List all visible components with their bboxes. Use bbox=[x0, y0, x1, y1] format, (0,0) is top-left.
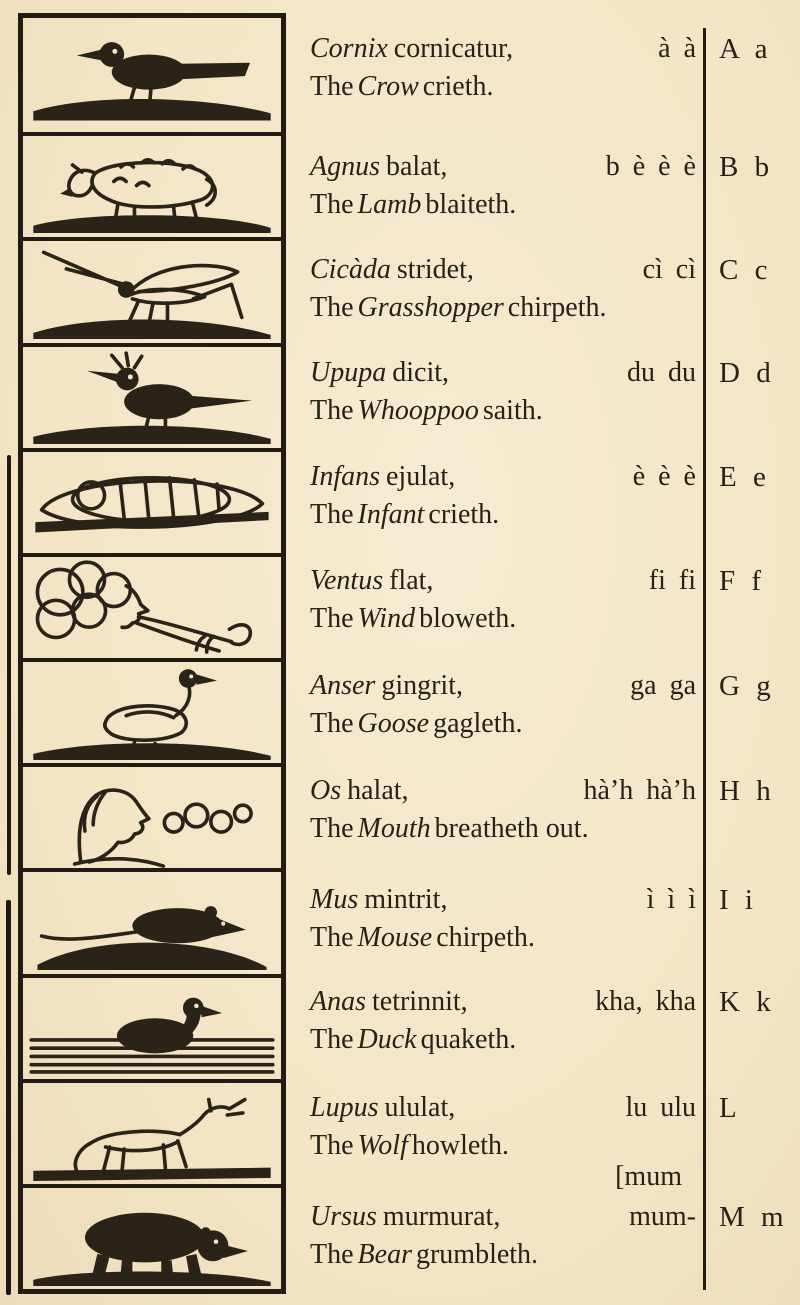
table-row-bear bbox=[310, 1198, 696, 1274]
letter-pair-m: M m bbox=[719, 1201, 784, 1233]
animal-sound: du du bbox=[627, 357, 696, 388]
animal-sound: fi fi bbox=[648, 565, 696, 596]
animal-sound: ga ga bbox=[630, 670, 696, 701]
table-row-crow bbox=[310, 30, 696, 106]
english-translation: The Lamb blaiteth. bbox=[310, 189, 517, 220]
letter-pair-e: E e bbox=[719, 461, 766, 493]
animal-sound: à à bbox=[658, 33, 696, 64]
letter-pair-a: A a bbox=[719, 33, 768, 65]
table-row-goose bbox=[310, 667, 696, 743]
english-translation: The Crow crieth. bbox=[310, 71, 494, 102]
lamb-image bbox=[23, 136, 281, 237]
infant-image bbox=[23, 452, 281, 553]
animal-sound: mum- bbox=[629, 1201, 696, 1232]
english-translation: The Bear grumbleth. bbox=[310, 1239, 539, 1270]
letter-pair-i: I i bbox=[719, 884, 753, 916]
page-gutter-mark bbox=[7, 455, 11, 875]
woodcut-cell-bear bbox=[23, 1188, 281, 1289]
latin-phrase: Lupus ululat, bbox=[310, 1092, 456, 1123]
english-translation: The Grasshopper chirpeth. bbox=[310, 292, 607, 323]
overflow-syllable: [mum bbox=[615, 1161, 682, 1192]
animal-sound: kha, kha bbox=[595, 986, 696, 1017]
woodcut-cell-mouth bbox=[23, 767, 281, 872]
letter-pair-b: B b bbox=[719, 151, 770, 183]
animal-sound: cì cì bbox=[642, 254, 696, 285]
latin-phrase: Ursus murmurat, bbox=[310, 1201, 501, 1232]
latin-phrase: Agnus balat, bbox=[310, 151, 448, 182]
woodcut-cell-infant bbox=[23, 452, 281, 557]
table-row-wolf bbox=[310, 1089, 696, 1165]
letter-pair-h: H h bbox=[719, 775, 771, 807]
letter-pair-f: F f bbox=[719, 565, 762, 597]
letter-pair-d: D d bbox=[719, 357, 771, 389]
woodcut-cell-crow bbox=[23, 18, 281, 136]
latin-phrase: Mus mintrit, bbox=[310, 884, 448, 915]
duck-image bbox=[23, 978, 281, 1079]
english-translation: The Duck quaketh. bbox=[310, 1024, 517, 1055]
latin-phrase: Infans ejulat, bbox=[310, 461, 456, 492]
hoopoe-image bbox=[23, 347, 281, 448]
woodcut-cell-wolf bbox=[23, 1083, 281, 1188]
woodcut-cell-grasshopper bbox=[23, 241, 281, 346]
latin-phrase: Anas tetrinnit, bbox=[310, 986, 468, 1017]
bear-image bbox=[23, 1188, 281, 1289]
woodcut-cell-mouse bbox=[23, 872, 281, 977]
woodcut-cell-hoopoe bbox=[23, 347, 281, 452]
english-translation: The Infant crieth. bbox=[310, 499, 500, 530]
animal-sound: hà’h hà’h bbox=[583, 775, 696, 806]
grasshopper-image bbox=[23, 241, 281, 342]
english-translation: The Goose gagleth. bbox=[310, 708, 523, 739]
latin-phrase: Cornix cornicatur, bbox=[310, 33, 514, 64]
table-row-hoopoe bbox=[310, 354, 696, 430]
letter-pair-k: K k bbox=[719, 986, 771, 1018]
table-row-lamb bbox=[310, 148, 696, 224]
english-translation: The Wolf howleth. bbox=[310, 1130, 510, 1161]
woodcut-cell-duck bbox=[23, 978, 281, 1083]
table-row-mouth bbox=[310, 772, 696, 848]
latin-phrase: Os halat, bbox=[310, 775, 409, 806]
english-translation: The Mouse chirpeth. bbox=[310, 922, 535, 953]
woodcut-cell-wind bbox=[23, 557, 281, 662]
mouth-image bbox=[23, 767, 281, 868]
english-translation: The Mouth breatheth out. bbox=[310, 813, 589, 844]
letter-pair-g: G g bbox=[719, 670, 771, 702]
table-row-duck bbox=[310, 983, 696, 1059]
animal-sound: è è è bbox=[632, 461, 696, 492]
woodcut-panel bbox=[18, 13, 286, 1294]
english-translation: The Wind bloweth. bbox=[310, 603, 517, 634]
woodcut-cell-goose bbox=[23, 662, 281, 767]
table-row-mouse bbox=[310, 881, 696, 957]
latin-phrase: Cicàda stridet, bbox=[310, 254, 474, 285]
animal-sound: lu ulu bbox=[625, 1092, 696, 1123]
latin-phrase: Anser gingrit, bbox=[310, 670, 463, 701]
mouse-image bbox=[23, 872, 281, 973]
table-row-wind bbox=[310, 562, 696, 638]
crow-image bbox=[23, 18, 281, 132]
english-translation: The Whooppoo saith. bbox=[310, 395, 543, 426]
woodcut-cell-lamb bbox=[23, 136, 281, 241]
animal-sound: b è è è bbox=[605, 151, 696, 182]
goose-image bbox=[23, 662, 281, 763]
animal-sound: ì ì ì bbox=[646, 884, 696, 915]
latin-phrase: Upupa dicit, bbox=[310, 357, 449, 388]
wind-image bbox=[23, 557, 281, 658]
column-rule bbox=[703, 28, 706, 1290]
page-gutter-mark bbox=[6, 900, 11, 1295]
table-row-infant bbox=[310, 458, 696, 534]
table-row-grasshopper bbox=[310, 251, 696, 327]
letter-pair-c: C c bbox=[719, 254, 768, 286]
letter-pair-l: L bbox=[719, 1092, 737, 1124]
latin-phrase: Ventus flat, bbox=[310, 565, 434, 596]
wolf-image bbox=[23, 1083, 281, 1184]
